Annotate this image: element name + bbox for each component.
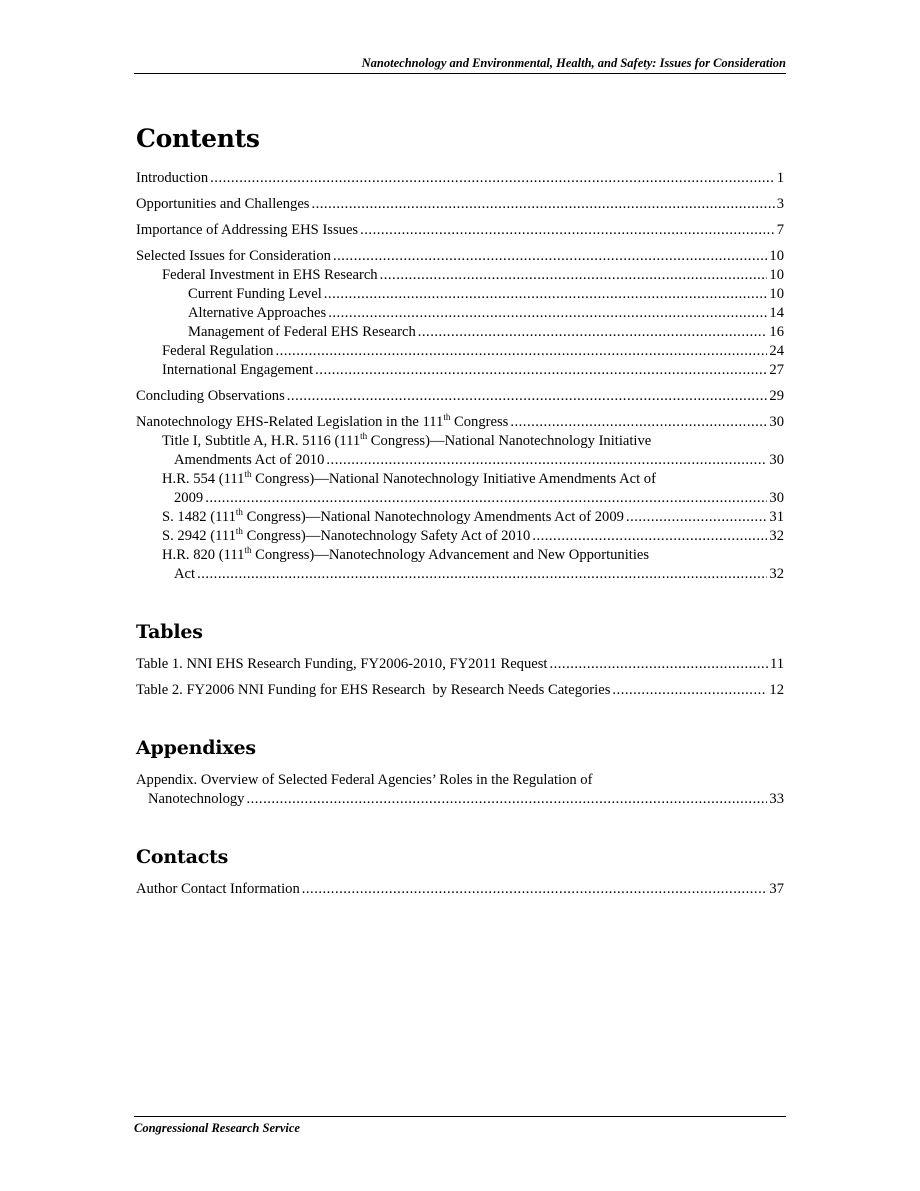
- toc-entry[interactable]: S. 1482 (111th Congress)—National Nanotechnology Amendments Act of 2009 ..... 31: [136, 508, 784, 527]
- appendixes-list: [136, 771, 784, 809]
- contacts-list: [136, 880, 784, 899]
- toc-entry[interactable]: Selected Issues for Consideration ..... 10: [136, 247, 784, 266]
- footer-rule: [134, 1116, 786, 1117]
- toc-entry[interactable]: Federal Regulation ..... 24: [136, 342, 784, 361]
- toc-entry[interactable]: Alternative Approaches ..... 14: [136, 304, 784, 323]
- toc-entry[interactable]: H.R. 820 (111th Congress)—Nanotechnology Advancement and New Opportunities Act ..... 32: [136, 546, 784, 584]
- toc-entry[interactable]: S. 2942 (111th Congress)—Nanotechnology Safety Act of 2010 ..... 32: [136, 527, 784, 546]
- toc-entry[interactable]: Federal Investment in EHS Research ..... 10: [136, 266, 784, 285]
- tables-list: [136, 655, 784, 700]
- toc-entry[interactable]: Table 1. NNI EHS Research Funding, FY2006-2010, FY2011 Request ..... 11: [136, 655, 784, 674]
- contacts-heading: Contacts: [136, 846, 229, 868]
- toc-entry[interactable]: Current Funding Level ..... 10: [136, 285, 784, 304]
- toc-entry[interactable]: Title I, Subtitle A, H.R. 5116 (111th Congress)—National Nanotechnology Initiative Amendments Act of 2010 ..... 30: [136, 432, 784, 470]
- running-header: Nanotechnology and Environmental, Health, and Safety: Issues for Consideration: [361, 56, 786, 70]
- header-rule: [134, 73, 786, 74]
- toc-entry[interactable]: Appendix. Overview of Selected Federal Agencies’ Roles in the Regulation of Nanotechnology ..... 33: [136, 771, 784, 809]
- toc-entry[interactable]: H.R. 554 (111th Congress)—National Nanotechnology Initiative Amendments Act of 2009 ..... 30: [136, 470, 784, 508]
- toc-entry[interactable]: Importance of Addressing EHS Issues ..... 7: [136, 221, 784, 240]
- toc-entry[interactable]: Table 2. FY2006 NNI Funding for EHS Research by Research Needs Categories ..... 12: [136, 681, 784, 700]
- tables-heading: Tables: [136, 621, 203, 643]
- toc-entry[interactable]: International Engagement ..... 27: [136, 361, 784, 380]
- appendixes-heading: Appendixes: [136, 737, 256, 759]
- document-body: [136, 124, 784, 899]
- toc-entry[interactable]: Management of Federal EHS Research ..... 16: [136, 323, 784, 342]
- toc-entry[interactable]: Introduction ..... 1: [136, 169, 784, 188]
- toc-entry[interactable]: Nanotechnology EHS-Related Legislation in the 111th Congress ..... 30: [136, 413, 784, 432]
- toc-entry[interactable]: Author Contact Information ..... 37: [136, 880, 784, 899]
- contents-heading: Contents: [136, 124, 260, 153]
- toc-entry[interactable]: Concluding Observations ..... 29: [136, 387, 784, 406]
- toc-entry[interactable]: Opportunities and Challenges ..... 3: [136, 195, 784, 214]
- contents-list: [136, 169, 784, 584]
- footer: Congressional Research Service: [134, 1121, 300, 1135]
